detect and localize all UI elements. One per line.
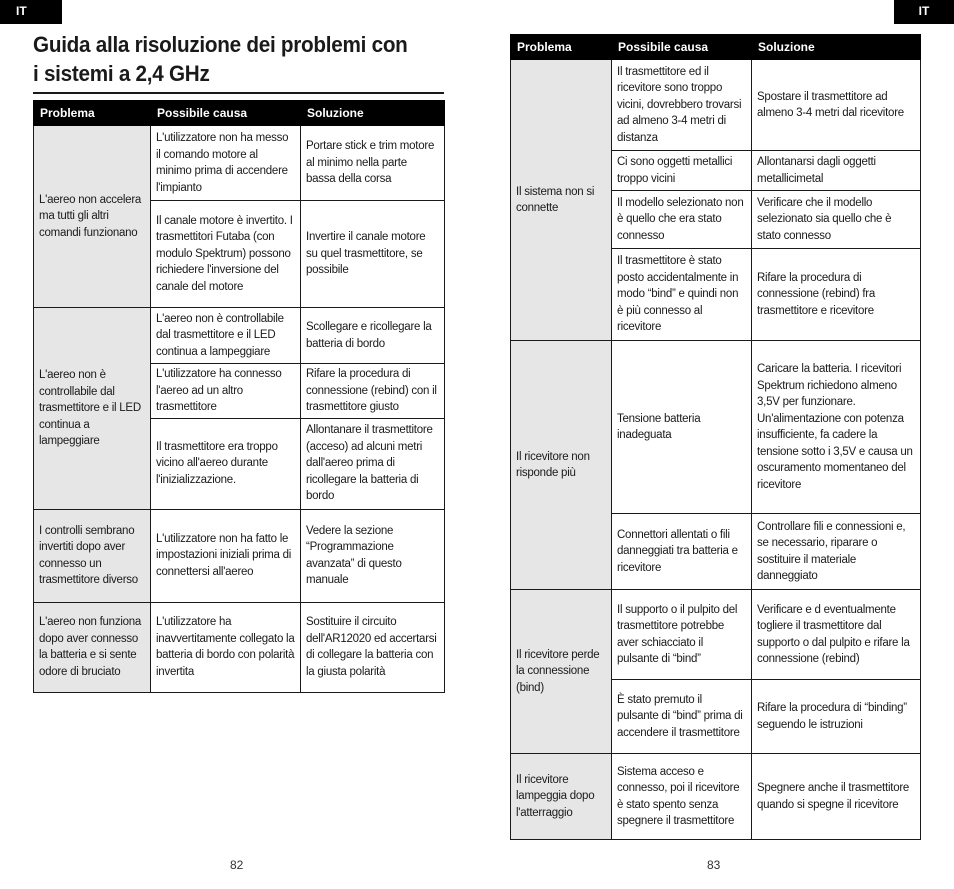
cause-cell: L'utilizzatore non ha messo il comando motore al minimo prima di accendere l'impianto [151, 126, 301, 201]
cause-cell: Tensione batteria inadeguata [612, 341, 752, 514]
solution-cell: Verificare e d eventualmente togliere il trasmettitore dal supporto o dal pulpito e rifare la connessione (rebind) [752, 590, 921, 680]
header-problem: Problema [511, 35, 612, 60]
solution-cell: Rifare la procedura di connessione (rebind) con il trasmettitore giusto [301, 364, 445, 419]
table-row [511, 60, 921, 151]
table-header-row [511, 35, 921, 60]
solution-cell: Controllare fili e connessioni e, se necessario, riparare o sostituire il materiale danneggiato [752, 514, 921, 590]
table-body [511, 60, 921, 840]
solution-cell: Allontanarsi dagli oggetti metallicimetal [752, 151, 921, 191]
problem-cell: I controlli sembrano invertiti dopo aver connesso un trasmettitore diverso [34, 509, 151, 602]
table-row [511, 590, 921, 680]
solution-cell: Verificare che il modello selezionato sia quello che è stato connesso [752, 191, 921, 249]
solution-cell: Spostare il trasmettitore ad almeno 3-4 metri dal ricevitore [752, 60, 921, 151]
title-divider [33, 92, 444, 94]
solution-cell: Allontanare il trasmettitore (acceso) ad alcuni metri dall'aereo prima di ricollegare la batteria di bordo [301, 418, 445, 509]
cause-cell: Connettori allentati o fili danneggiati tra batteria e ricevitore [612, 514, 752, 590]
solution-cell: Sostituire il circuito dell'AR12020 ed accertarsi di collegare la batteria con la giusta polarità [301, 602, 445, 692]
solution-cell: Invertire il canale motore su quel trasmettitore, se possibile [301, 201, 445, 308]
troubleshooting-table-left [33, 100, 445, 693]
table-row [511, 754, 921, 840]
table-row [34, 509, 445, 602]
table-row [34, 602, 445, 692]
header-solution: Soluzione [752, 35, 921, 60]
table-header-row [34, 101, 445, 126]
problem-cell: Il sistema non si connette [511, 60, 612, 341]
cause-cell: È stato premuto il pulsante di “bind” prima di accendere il trasmettitore [612, 680, 752, 754]
language-tab-left: IT [0, 0, 62, 24]
cause-cell: L'utilizzatore non ha fatto le impostazioni iniziali prima di connettersi all'aereo [151, 509, 301, 602]
solution-cell: Scollegare e ricollegare la batteria di bordo [301, 308, 445, 364]
page-number-right: 83 [707, 858, 721, 872]
problem-cell: Il ricevitore non risponde più [511, 341, 612, 590]
cause-cell: Ci sono oggetti metallici troppo vicini [612, 151, 752, 191]
page-number-left: 82 [230, 858, 244, 872]
problem-cell: Il ricevitore perde la connessione (bind) [511, 590, 612, 754]
cause-cell: Il trasmettitore era troppo vicino all'aereo durante l'inizializzazione. [151, 418, 301, 509]
header-cause: Possibile causa [151, 101, 301, 126]
page-title: Guida alla risoluzione dei problemi con i sistemi a 2,4 GHz [33, 32, 408, 86]
header-problem: Problema [34, 101, 151, 126]
cause-cell: Il modello selezionato non è quello che era stato connesso [612, 191, 752, 249]
cause-cell: L'aereo non è controllabile dal trasmettitore e il LED continua a lampeggiare [151, 308, 301, 364]
solution-cell: Rifare la procedura di “binding” seguendo le istruzioni [752, 680, 921, 754]
cause-cell: Il supporto o il pulpito del trasmettitore potrebbe aver schiacciato il pulsante di “bind” [612, 590, 752, 680]
language-tab-right: IT [894, 0, 954, 24]
problem-cell: L'aereo non accelera ma tutti gli altri comandi funzionano [34, 126, 151, 308]
problem-cell: Il ricevitore lampeggia dopo l'atterraggio [511, 754, 612, 840]
cause-cell: L'utilizzatore ha inavvertitamente collegato la batteria di bordo con polarità invertita [151, 602, 301, 692]
cause-cell: L'utilizzatore ha connesso l'aereo ad un altro trasmettitore [151, 364, 301, 419]
problem-cell: L'aereo non funziona dopo aver connesso la batteria e si sente odore di bruciato [34, 602, 151, 692]
table-body [34, 126, 445, 693]
table-row [34, 308, 445, 364]
solution-cell: Portare stick e trim motore al minimo nella parte bassa della corsa [301, 126, 445, 201]
table-row [511, 341, 921, 514]
solution-cell: Spegnere anche il trasmettitore quando si spegne il ricevitore [752, 754, 921, 840]
solution-cell: Vedere la sezione “Programmazione avanzata” di questo manuale [301, 509, 445, 602]
header-cause: Possibile causa [612, 35, 752, 60]
troubleshooting-table-right [510, 34, 921, 840]
header-solution: Soluzione [301, 101, 445, 126]
solution-cell: Rifare la procedura di connessione (rebind) fra trasmettitore e ricevitore [752, 249, 921, 341]
table-row [34, 126, 445, 201]
cause-cell: Il trasmettitore ed il ricevitore sono troppo vicini, dovrebbero trovarsi ad almeno 3-4 metri di distanza [612, 60, 752, 151]
cause-cell: Il trasmettitore è stato posto accidentalmente in modo “bind” e quindi non è più connesso al ricevitore [612, 249, 752, 341]
cause-cell: Il canale motore è invertito. I trasmettitori Futaba (con modulo Spektrum) possono richiedere l'inversione del canale del motore [151, 201, 301, 308]
problem-cell: L'aereo non è controllabile dal trasmettitore e il LED continua a lampeggiare [34, 308, 151, 510]
solution-cell: Caricare la batteria. I ricevitori Spektrum richiedono almeno 3,5V per funzionare. Un'alimentazione con potenza insufficiente, fa cadere la tensione sotto i 3,5V e causa un oscuramento momentaneo del ricevitore [752, 341, 921, 514]
cause-cell: Sistema acceso e connesso, poi il ricevitore è stato spento senza spegnere il trasmettitore [612, 754, 752, 840]
